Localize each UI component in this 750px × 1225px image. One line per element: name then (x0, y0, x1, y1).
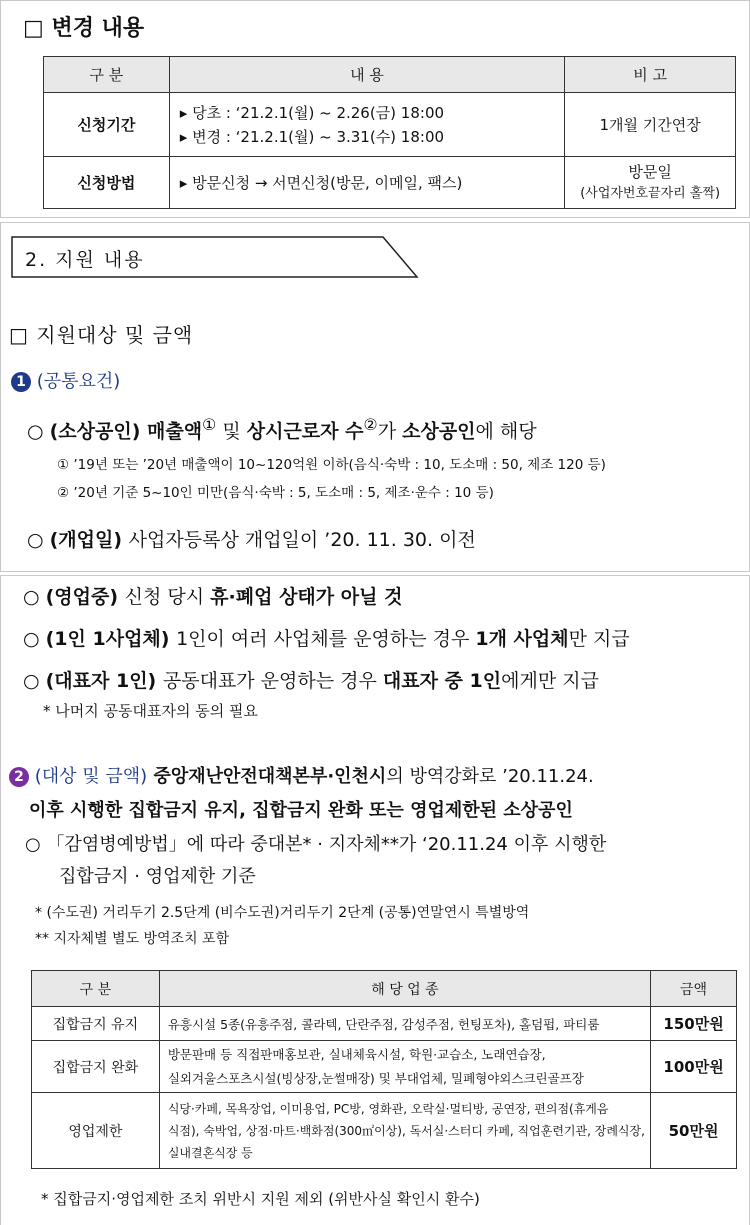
col-header: 금액 (651, 971, 737, 1007)
condition-line: ○ (대표자 1인) 공동대표가 운영하는 경우 대표자 중 1인에게만 지급 (23, 670, 599, 692)
col-header: 내 용 (169, 57, 564, 93)
note-line: * 나머지 공동대표자의 동의 필요 (43, 702, 258, 720)
footnote: * 집합금지·영업제한 조치 위반시 지원 제외 (위반사실 확인시 환수) (41, 1190, 480, 1208)
note-line: * (수도권) 거리두기 2.5단계 (비수도권)거리두기 2단계 (공통)연말연시 특별방역 (35, 905, 530, 921)
condition-line: ○ (영업중) 신청 당시 휴·폐업 상태가 아닐 것 (23, 586, 403, 608)
content-line: ▸ 당초 : ‘21.2.1(월) ~ 2.26(금) 18:00 (179, 103, 445, 122)
col-header: 해 당 업 종 (159, 971, 650, 1007)
note-line: 방문일 (628, 162, 672, 181)
condition-line: ○ (소상공인) 매출액① 및 상시근로자 수②가 소상공인에 해당 (27, 415, 537, 443)
amount-cell: 50만원 (651, 1093, 737, 1169)
category-cell: 영업제한 (32, 1093, 160, 1169)
table-row (32, 1093, 737, 1169)
condition-line: ○ (개업일) 사업자등록상 개업일이 ’20. 11. 30. 이전 (27, 529, 476, 551)
sub-line: ① ’19년 또는 ’20년 매출액이 10~120억원 이하(음식·숙박 : 10, 도소매 : 50, 제조 120 등) (57, 457, 606, 473)
amount-cell: 150만원 (651, 1007, 737, 1041)
amount-cell: 100만원 (651, 1041, 737, 1093)
content-line: ▸ 방문신청 → 서면신청(방문, 이메일, 팩스) (169, 157, 564, 209)
business-line: 방문판매 등 직접판매홍보관, 실내체육시설, 학원·교습소, 노래연습장, (167, 1046, 546, 1062)
business-cell: 유흥시설 5종(유흥주점, 콜라텍, 단란주점, 감성주점, 헌팅포차), 홀덤펍, 파티룸 (159, 1007, 650, 1041)
category-cell: 집합금지 유지 (32, 1007, 160, 1041)
note-cell: 1개월 기간연장 (565, 93, 736, 157)
number-two-icon: 2 (9, 767, 29, 787)
change-panel (0, 0, 750, 218)
table-row (32, 1041, 737, 1093)
col-header: 비 고 (565, 57, 736, 93)
number-one-icon: 1 (11, 372, 31, 392)
sub-line: ② ’20년 기준 5~10인 미만(음식·숙박 : 5, 도소매 : 5, 제조·운수 : 10 등) (57, 485, 494, 501)
business-line: 실외겨울스포츠시설(빙상장,눈썰매장) 및 부대업체, 밀폐형야외스크린골프장 (167, 1070, 584, 1086)
change-heading: □ 변경 내용 (23, 16, 145, 41)
subheading: □ 지원대상 및 금액 (9, 323, 194, 347)
condition-line: ○ 「감염병예방법」에 따라 중대본* · 지자체**가 ‘20.11.24 이후 시행한 (25, 834, 607, 855)
note-line: ** 지자체별 별도 방역조치 포함 (35, 931, 230, 947)
row-label: 신청기간 (44, 93, 170, 157)
condition-line-cont: 집합금지 · 영업제한 기준 (59, 866, 256, 887)
col-header: 구 분 (32, 971, 160, 1007)
row-label: 신청방법 (44, 157, 170, 209)
section-title: 2. 지원 내용 (25, 249, 145, 271)
business-line: 식점), 숙박업, 상점·마트·백화점(300㎡이상), 독서실·스터디 카페, 직업훈련기관, 장례식장, (167, 1123, 645, 1138)
business-line: 실내결혼식장 등 (167, 1145, 253, 1160)
item1-heading: 1 (공통요건) (11, 367, 120, 393)
support-panel-continued (0, 575, 750, 1225)
table-row (32, 1007, 737, 1041)
note-line: (사업자번호끝자리 홀짝) (580, 185, 721, 201)
business-line: 식당·카페, 목욕장업, 이미용업, PC방, 영화관, 오락실·멀티방, 공연장, 편의점(휴게음 (167, 1101, 609, 1116)
condition-line: ○ (1인 1사업체) 1인이 여러 사업체를 운영하는 경우 1개 사업체만 지급 (23, 628, 630, 650)
item2-line2: 이후 시행한 집합금지 유지, 집합금지 완화 또는 영업제한된 소상공인 (29, 800, 573, 821)
category-cell: 집합금지 완화 (32, 1041, 160, 1093)
support-panel (0, 222, 750, 572)
amount-table (31, 970, 737, 1169)
item2-heading: 2 (대상 및 금액) 중앙재난안전대책본부·인천시의 방역강화로 ’20.11.24. (9, 762, 594, 788)
content-line: ▸ 변경 : ‘21.2.1(월) ~ 3.31(수) 18:00 (179, 127, 445, 146)
change-table (43, 56, 736, 209)
col-header: 구 분 (44, 57, 170, 93)
